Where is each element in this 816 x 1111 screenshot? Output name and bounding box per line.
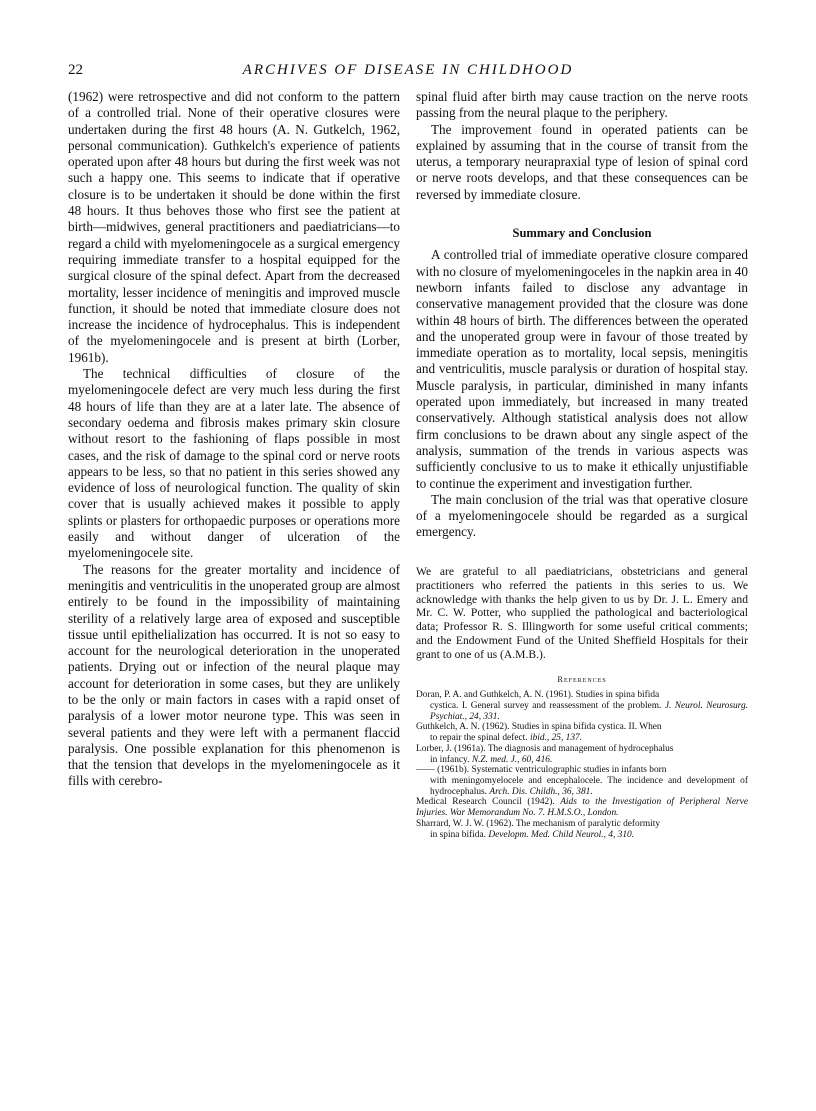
- reference-lead: Medical Research Council (1942).: [416, 797, 555, 808]
- journal-title: ARCHIVES OF DISEASE IN CHILDHOOD: [242, 62, 574, 78]
- paragraph: The reasons for the greater mortality and incidence of meningitis and ventriculitis in the unoperated group are almost entirely to be found in the impossibility of maintaining sterility of a relatively large area of exposed and susceptible tissue until epithelialization has occurred. It is not so easy to account for the neurological deterioration in the unoperated patients. Drying out or infection of the neural plaque may account for deterioration in some cases, but they are unlikely to be the only or main factors in cases with a rapid onset of paralysis of a lower motor neurone type. This was seen in several patients and they were left with a permanent flaccid paralysis. One possible explanation for this phenomenon is that the tension that develops in the myelomeningocele as it fills with cerebro-: [68, 561, 400, 789]
- paragraph: (1962) were retrospective and did not conform to the pattern of a controlled trial. None of their operative closures were undertaken during the first 48 hours (A. N. Gutkelch, 1962, personal communication). Guthkelch's experience of patients operated upon after 48 hours but during the first week was not such a happy one. This seems to indicate that if operative closure is to be undertaken it should be done within the first 48 hours. It thus behoves those who first see the patient at birth—midwives, general practitioners and paediatricians—to regard a child with myelomeningocele as a surgical emergency requiring immediate transfer to a hospital equipped for the surgical closure of the spinal defect. Apart from the decreased mortality, lesser incidence of meningitis and improved muscle function, it should be noted that immediate closure does not increase the incidence of hydrocephalus. This is independent of the myelomeningocele and is present at birth (Lorber, 1961b).: [68, 89, 401, 365]
- reference-lead: Doran, P. A. and Guthkelch, A. N. (1961). Studies in spina bifida: [416, 690, 660, 701]
- left-column: [68, 89, 400, 790]
- reference-item: [416, 690, 748, 722]
- reference-citation: N.Z. med. J., 60, 416.: [471, 754, 553, 765]
- running-header: [68, 62, 748, 84]
- reference-lead: Sharrard, W. J. W. (1962). The mechanism of paralytic deformity: [416, 818, 661, 829]
- acknowledgement: We are grateful to all paediatricians, obstetricians and general practitioners who referred the patients in this series to us. We acknowledge with thanks the help given to us by Dr. J. L. Emery and Mr. C. W. Potter, who supplied the pathological and bacteriological data; Professor R. S. Illingworth for some useful critical comments; and the Endowment Fund of the United Sheffield Hospitals for their grant to one of us (A.M.B.).: [416, 564, 748, 662]
- reference-citation: ibid., 25, 137.: [529, 733, 583, 744]
- reference-title: in spina bifida.: [430, 829, 486, 840]
- reference-title: in infancy.: [430, 754, 470, 765]
- page-number: 22: [68, 62, 83, 78]
- reference-title: cystica. I. General survey and reassessment of the problem.: [430, 701, 662, 712]
- reference-item: [416, 797, 748, 818]
- reference-citation: Developm. Med. Child Neurol., 4, 310.: [488, 829, 635, 840]
- reference-title: with meningomyelocele and encephalocele. The incidence and development of hydrocephalus.: [430, 775, 748, 797]
- reference-list: [416, 690, 748, 840]
- reference-item: [416, 819, 748, 840]
- paragraph: The main conclusion of the trial was that operative closure of a myelomeningocele should be regarded as a surgical emergency.: [416, 491, 748, 540]
- paragraph: A controlled trial of immediate operative closure compared with no closure of myelomeningoceles in the napkin area in 40 newborn infants failed to disclose any advantage in conservative management provided that the closure was done within 48 hours of birth. The differences between the operated and the unoperated group were in favour of those treated by immediate operation as to mortality, local sepsis, meningitis and ventriculitis, muscle paralysis or duration of hospital stay. Muscle paralysis, in particular, diminished in many infants operated upon immediately, but increased in many treated conservatively. Although statistical analysis does not allow firm conclusions to be drawn about any single aspect of the analysis, summation of the trends in various aspects was sufficiently conclusive to us to make it ethically unjustifiable to continue the experiment and investigation further.: [416, 247, 748, 491]
- paragraph: The technical difficulties of closure of the myelomeningocele defect are very much less during the first 48 hours of life than they are at a later late. The absence of secondary oedema and fibrosis makes primary skin closure without resort to the fashioning of flaps possible in most cases, and the risk of damage to the spinal cord or nerve roots appears to be less, so that no patient in this series showed any evidence of loss of neurological function. The quality of skin cover that is usually achieved makes it possible to apply splints or plasters for orthopaedic purposes or operations more easily and without danger of ulceration of the myelomeningocele site.: [68, 366, 400, 561]
- right-column: [416, 89, 748, 840]
- reference-citation: Arch. Dis. Childh., 36, 381.: [489, 786, 593, 797]
- section-heading: Summary and Conclusion: [512, 226, 652, 241]
- reference-lead: Guthkelch, A. N. (1962). Studies in spina bifida cystica. II. When: [416, 722, 662, 733]
- reference-item: [416, 744, 748, 765]
- reference-lead: Lorber, J. (1961a). The diagnosis and management of hydrocephalus: [416, 743, 674, 754]
- paragraph: The improvement found in operated patients can be explained by assuming that in the course of transit from the uterus, a temporary neurapraxial type of lesion of spinal cord or nerve roots develops, and that these consequences can be reversed by immediate closure.: [416, 121, 748, 202]
- references-heading: References: [557, 674, 607, 685]
- reference-item: [416, 722, 748, 743]
- paragraph: spinal fluid after birth may cause traction on the nerve roots passing from the neural plaque to the periphery.: [416, 89, 748, 121]
- reference-title: to repair the spinal defect.: [430, 733, 528, 744]
- reference-citation: J. Neurol. Neurosurg. Psychiat., 24, 331.: [430, 701, 748, 722]
- reference-lead: —— (1961b). Systematic ventriculographic studies in infants born: [416, 765, 667, 776]
- reference-item: [416, 765, 748, 797]
- reference-citation: Aids to the Investigation of Peripheral Nerve Injuries. War Memorandum No. 7. H.M.S.O., London.: [416, 797, 748, 819]
